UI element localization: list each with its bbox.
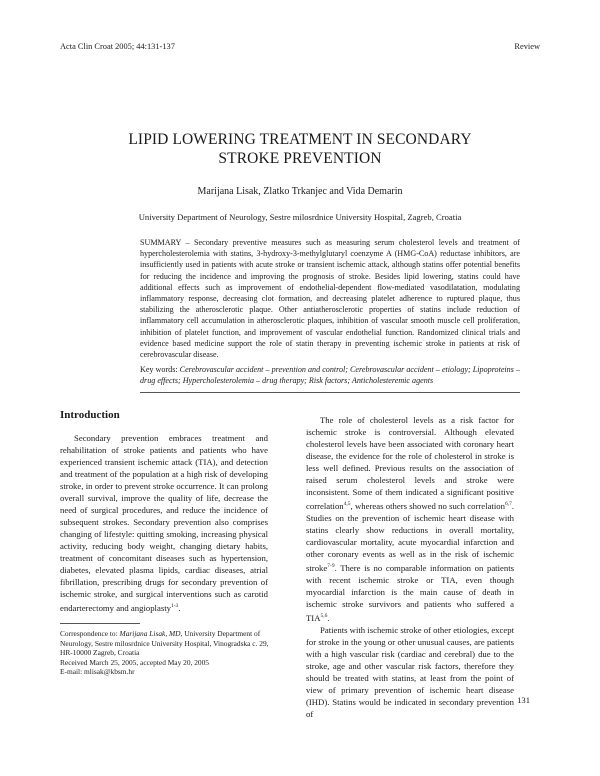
title-line-1: LIPID LOWERING TREATMENT IN SECONDARY	[128, 131, 472, 148]
author-list: Marijana Lisak, Zlatko Trkanjec and Vida Demarin	[197, 186, 403, 197]
right-column	[306, 414, 514, 720]
correspondence: Correspondence to: Marijana Lisak, MD, University Department of Neurology, Sestre milosrdnice University Hospital, Vinogradska c. 29, HR-10000 Zagreb, Croatia	[60, 629, 269, 658]
intro-paragraph-1: Secondary prevention embraces treatment and rehabilitation of stroke patients and patients who have experienced transient ischemic attack (TIA), and detection and treatment of the population at a high risk of developing stroke, in order to prevent stroke occurrence. It can prolong overall survival, improve the quality of life, decrease the need of surgical procedures, and reduce the incidence of subsequent strokes. Secondary prevention also comprises changing of lifestyle: quitting smoking, increasing physical activity, reducing body weight, changing dietary habits, treatment of concomitant diseases such as hypertension, diabetes, elevated plasma lipids, cardiac diseases, atrial fibrillation, prescribing drugs for secondary prevention of ischemic stroke, and surgical interventions such as carotid endarterectomy and angioplasty$^{1-3}$.	[60, 433, 268, 613]
citation-ref: 1-3	[170, 603, 179, 609]
footnote-divider	[60, 623, 140, 624]
affiliation: University Department of Neurology, Sestre milosrdnice University Hospital, Zagreb, Croatia	[138, 212, 462, 222]
keywords	[140, 364, 520, 386]
email: E-mail: mlisak@kbsm.hr	[60, 667, 135, 677]
keywords-text: Cerebrovascular accident – prevention and control; Cerebrovascular accident – etiology; Lipoproteins – drug effects; Hypercholesterolemia – drug therapy; Risk factors; Anticholesteremic agents	[140, 365, 520, 386]
introduction-heading: Introduction	[60, 409, 120, 421]
section-divider	[140, 392, 520, 393]
running-header	[60, 42, 540, 51]
article-title	[60, 130, 540, 168]
citation-ref: 5,6	[320, 612, 328, 619]
title-line-2: STROKE PREVENTION	[218, 150, 382, 167]
left-column	[60, 432, 268, 614]
citation-ref: 6,7	[504, 501, 512, 507]
citation-ref: 7-9	[327, 562, 335, 569]
intro-paragraph-2: The role of cholesterol levels as a risk factor for ischemic stroke is controversial. Although elevated cholesterol levels have been associated with coronary heart disease, the evidence for the role of cholesterol in stroke is less well defined. Previous results on the association of raised serum cholesterol levels and stroke were inconsistent. Some of them indicated a significant positive correlation$^{4,5}$, whereas others showed no such correlation$^{6,7}$. Studies on the prevention of ischemic heart disease with statins clearly show reductions in overall mortality, cardiovascular mortality, acute myocardial infarction and other coronary events as well as in the risk of ischemic stroke$^{7-9}$. There is no comparable information on patients with recent ischemic stroke or TIA, even though myocardial infarction is the main cause of death in ischemic stroke survivors and patients who suffered a TIA$^{5,6}$.	[306, 415, 514, 623]
page-number: 131	[517, 695, 530, 705]
citation-ref: 4,5	[343, 501, 351, 507]
keywords-label: Key words:	[140, 365, 178, 374]
article-type: Review	[514, 42, 540, 51]
corresponding-author: Marijana Lisak, MD	[119, 629, 181, 638]
journal-citation: Acta Clin Croat 2005; 44:131-137	[60, 42, 175, 51]
received-dates: Received March 25, 2005, accepted May 20, 2005	[60, 657, 209, 667]
intro-paragraph-3: Patients with ischemic stroke of other etiologies, except for stroke in the young or other unusual causes, are patients with a high vascular risk (cardiac and cerebral) due to the stroke, age and other vascular risk factors, therefore they should be treated with statins, at least from the point of view of primary prevention of ischemic heart disease (IHD). Statins would be indicated in secondary prevention of	[306, 624, 514, 719]
abstract: SUMMARY – Secondary preventive measures such as measuring serum cholesterol levels and treatment of hypercholesterolemia with statins, 3-hydroxy-3-methylglutaryl coenzyme A (HMG-CoA) reductase inhibitors, are insufficiently used in patients with acute stroke or transient ischemic attack, although statins offer potential benefits for reducing the incidence and improving the prognosis of stroke. Besides lipid lowering, statins could have additional effects such as improvement of endothelial-dependent flow-mediated vasodilatation, modulating inflammatory response, decreasing clot formation, and decreasing platelet adherence to ruptured plaque, thus stabilizing the atherosclerotic plaque. Other antiatherosclerotic properties of statins include reduction of inflammatory cell accumulation in atherosclerotic plaques, inhibition of vascular smooth muscle cell proliferation, inhibition of platelet function, and improvement of vascular endothelial function. Randomized clinical trials and evidence based medicine support the role of statin therapy in preventing ischemic stroke in patients at risk of cerebrovascular disease.	[140, 238, 520, 360]
correspondence-footnote	[60, 629, 280, 677]
